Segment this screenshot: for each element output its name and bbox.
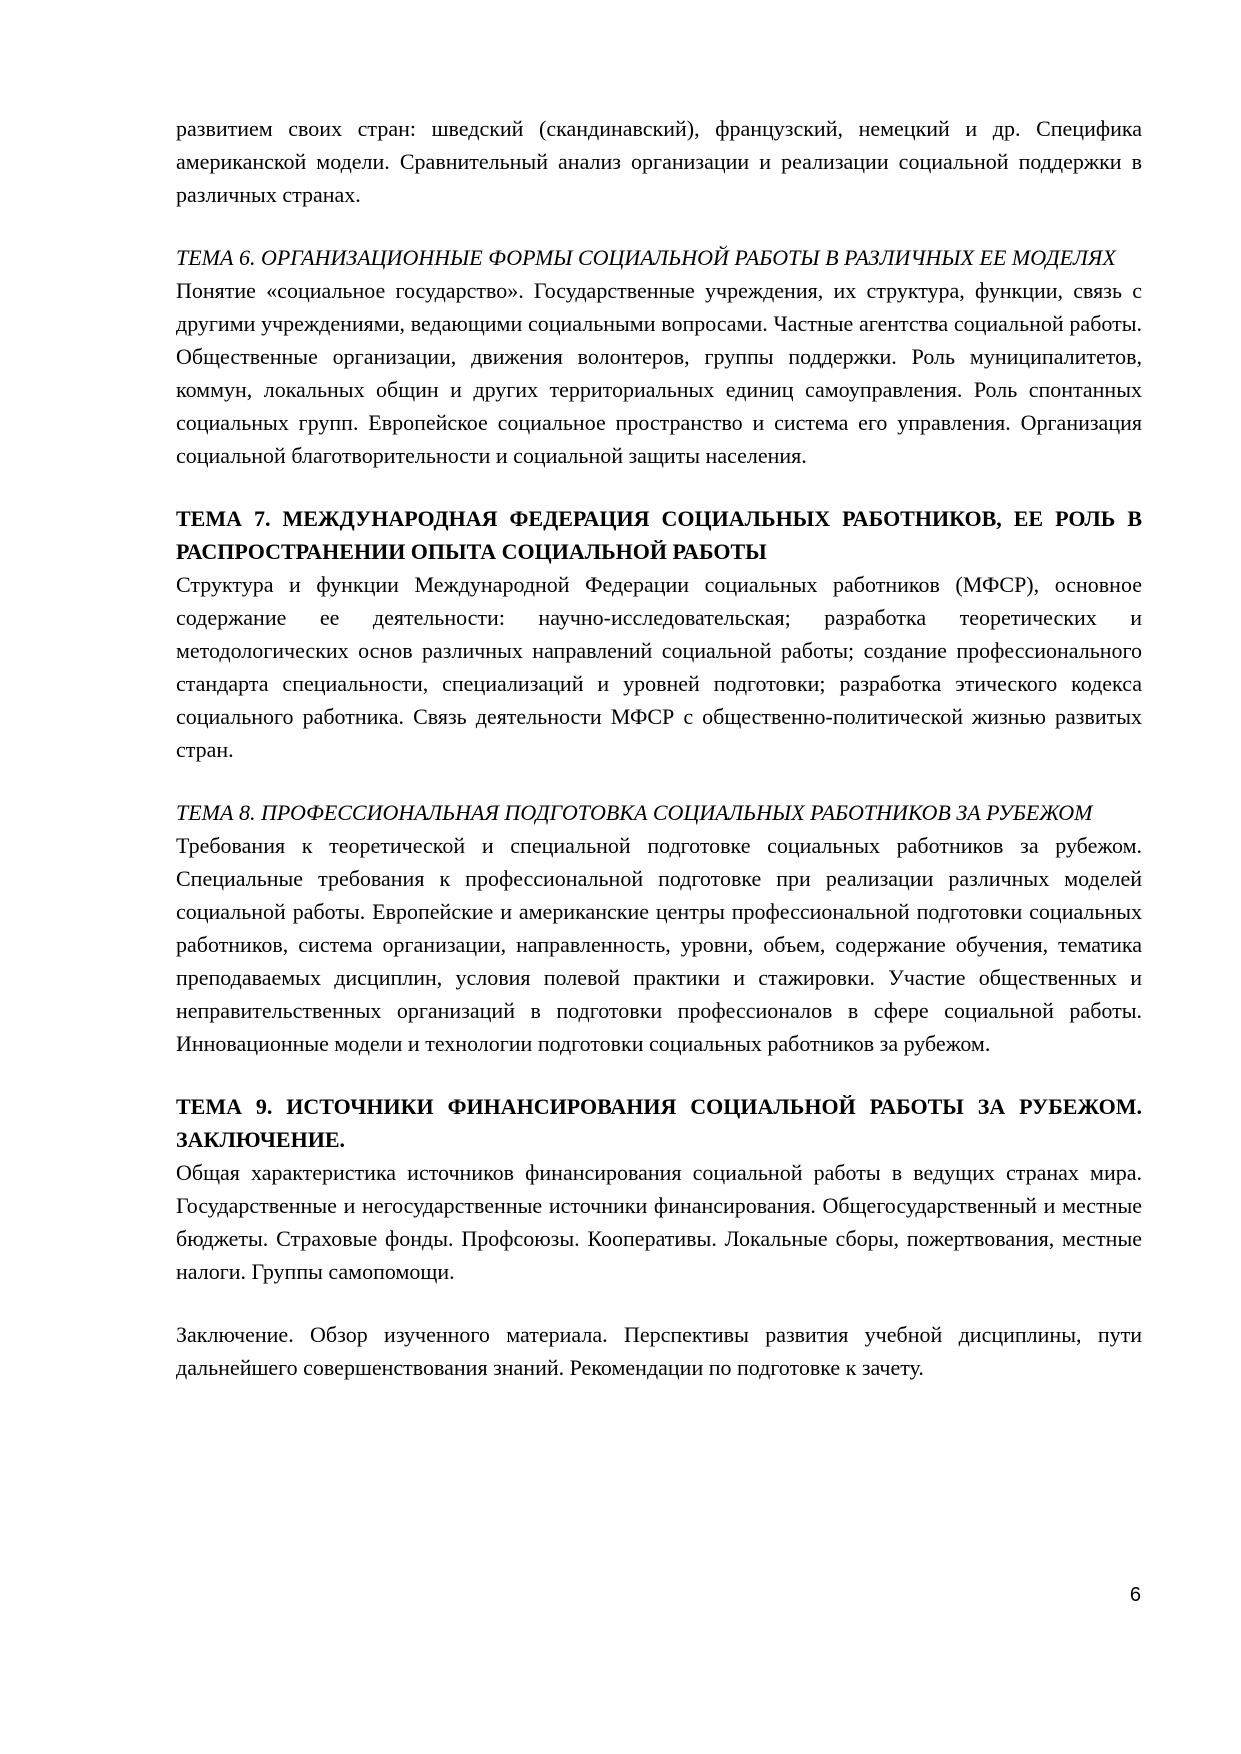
spacer: [176, 766, 1142, 796]
topic-9-body: Общая характеристика источников финансирования социальной работы в ведущих странах мира. Государственные и негосударственные источники финансирования. Общегосударственный и местные бюджеты. Страховые фонды. Профсоюзы. Кооперативы. Локальные сборы, пожертвования, местные налоги. Группы самопомощи.: [176, 1160, 1142, 1284]
topic-8-body: Требования к теоретической и специальной подготовке социальных работников за рубежом. Специальные требования к профессиональной подготовке при реализации различных моделей социальной работы. Европейские и американские центры профессиональной подготовки социальных работников, система организации, направленность, уровни, объем, содержание обучения, тематика преподаваемых дисциплин, условия полевой практики и стажировки. Участие общественных и неправительственных организаций в подготовки профессионалов в сфере социальной работы. Инновационные модели и технологии подготовки социальных работников за рубежом.: [176, 833, 1142, 1056]
document-page: [176, 112, 1142, 1384]
spacer: [176, 211, 1142, 241]
page-number: 6: [1129, 1584, 1141, 1606]
topic-9-heading: ТЕМА 9. ИСТОЧНИКИ ФИНАНСИРОВАНИЯ СОЦИАЛЬНОЙ РАБОТЫ ЗА РУБЕЖОМ. ЗАКЛЮЧЕНИЕ.: [176, 1094, 1142, 1152]
topic-6-heading: ТЕМА 6. ОРГАНИЗАЦИОННЫЕ ФОРМЫ СОЦИАЛЬНОЙ РАБОТЫ В РАЗЛИЧНЫХ ЕЕ МОДЕЛЯХ: [176, 245, 1116, 270]
spacer: [176, 1288, 1142, 1318]
topic-7-body: Структура и функции Международной Федерации социальных работников (МФСР), основное содержание ее деятельности: научно-исследовательская; разработка теоретических и методологических основ различных направлений социальной работы; создание профессионального стандарта специальности, специализаций и уровней подготовки; разработка этического кодекса социального работника. Связь деятельности МФСР с общественно-политической жизнью развитых стран.: [176, 572, 1142, 762]
spacer: [176, 472, 1142, 502]
conclusion-paragraph: Заключение. Обзор изученного материала. Перспективы развития учебной дисциплины, пути дальнейшего совершенствования знаний. Рекомендации по подготовке к зачету.: [176, 1322, 1142, 1380]
topic-7-heading: ТЕМА 7. МЕЖДУНАРОДНАЯ ФЕДЕРАЦИЯ СОЦИАЛЬНЫХ РАБОТНИКОВ, ЕЕ РОЛЬ В РАСПРОСТРАНЕНИИ ОПЫТА СОЦИАЛЬНОЙ РАБОТЫ: [176, 506, 1142, 564]
spacer: [176, 1060, 1142, 1090]
intro-paragraph: развитием своих стран: шведский (скандинавский), французский, немецкий и др. Специфика американской модели. Сравнительный анализ организации и реализации социальной поддержки в различных странах.: [176, 116, 1142, 207]
topic-8-heading: ТЕМА 8. ПРОФЕССИОНАЛЬНАЯ ПОДГОТОВКА СОЦИАЛЬНЫХ РАБОТНИКОВ ЗА РУБЕЖОМ: [176, 800, 1093, 825]
topic-6-body: Понятие «социальное государство». Государственные учреждения, их структура, функции, связь с другими учреждениями, ведающими социальными вопросами. Частные агентства социальной работы. Общественные организации, движения волонтеров, группы поддержки. Роль муниципалитетов, коммун, локальных общин и других территориальных единиц самоуправления. Роль спонтанных социальных групп. Европейское социальное пространство и система его управления. Организация социальной благотворительности и социальной защиты населения.: [176, 278, 1142, 468]
